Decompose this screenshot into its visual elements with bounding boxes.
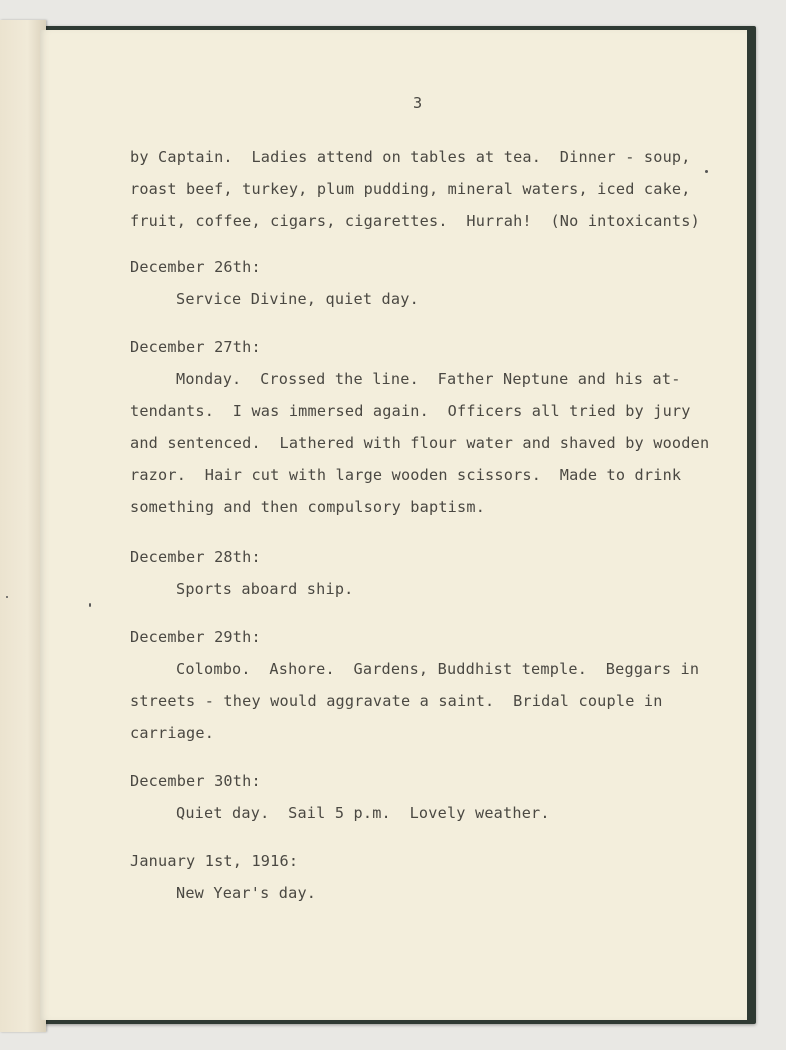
entry-line: tendants. I was immersed again. Officers all tried by jury — [130, 402, 691, 420]
page-number: 3 — [413, 94, 423, 112]
dust-speck — [705, 170, 708, 173]
entry-line: Quiet day. Sail 5 p.m. Lovely weather. — [176, 804, 550, 822]
entry-line: and sentenced. Lathered with flour water and shaved by wooden — [130, 434, 710, 452]
typed-page — [40, 30, 747, 1020]
entry-line: Monday. Crossed the line. Father Neptune and his at- — [176, 370, 681, 388]
entry-line: Colombo. Ashore. Gardens, Buddhist temple. Beggars in — [176, 660, 700, 678]
entry-date: December 30th: — [130, 772, 261, 790]
page-text — [130, 94, 730, 902]
entry-date: December 29th: — [130, 628, 261, 646]
intro-line: fruit, coffee, cigars, cigarettes. Hurrah! (No intoxicants) — [130, 212, 700, 230]
dust-speck — [89, 603, 91, 607]
entry-date: December 27th: — [130, 338, 261, 356]
intro-line: by Captain. Ladies attend on tables at tea. Dinner - soup, — [130, 148, 691, 166]
entry-line: carriage. — [130, 724, 215, 742]
entry-line: razor. Hair cut with large wooden scissors. Made to drink — [130, 466, 682, 484]
entry-date: December 28th: — [130, 548, 261, 566]
entry-date: December 26th: — [130, 258, 261, 276]
entry-date: January 1st, 1916: — [130, 852, 299, 870]
entry-line: streets - they would aggravate a saint. Bridal couple in — [130, 692, 663, 710]
entry-line: Service Divine, quiet day. — [176, 290, 419, 308]
entry-line: Sports aboard ship. — [176, 580, 354, 598]
dust-speck — [6, 596, 8, 598]
intro-line: roast beef, turkey, plum pudding, mineral waters, iced cake, — [130, 180, 691, 198]
entry-line: something and then compulsory baptism. — [130, 498, 486, 516]
entry-line: New Year's day. — [176, 884, 317, 902]
